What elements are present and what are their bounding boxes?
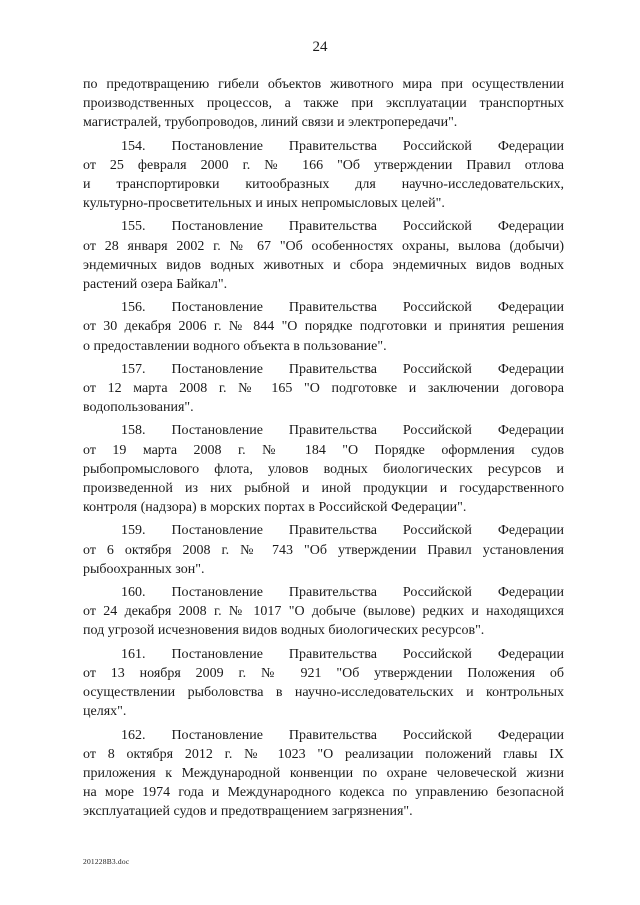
text-line: растений озера Байкал".	[83, 277, 228, 293]
text-line: 160. Постановление Правительства Российской Федерации	[121, 585, 564, 601]
list-item-162	[83, 726, 564, 822]
text-line: 155. Постановление Правительства Российской Федерации	[121, 219, 564, 235]
text-line: контроля (надзора) в морских портах в Российской Федерации".	[83, 500, 467, 516]
text-line: от 28 января 2002 г. № 67 "Об особенностях охраны, вылова (добычи)	[83, 238, 564, 254]
list-item-154	[83, 137, 564, 214]
list-item-157	[83, 360, 564, 418]
text-line: произведенной из них рыбной и иной продукции и государственного	[83, 481, 564, 497]
text-line: приложения к Международной конвенции по охране человеческой жизни	[83, 765, 564, 781]
list-item-158	[83, 421, 564, 517]
text-line: 156. Постановление Правительства Российской Федерации	[121, 300, 564, 316]
text-line: эндемичных видов водных животных и сбора эндемичных видов водных	[83, 257, 564, 273]
text-line: на море 1974 года и Международного кодекса по управлению безопасной	[83, 785, 564, 801]
text-line: рыбоохранных зон".	[83, 561, 205, 577]
footer-file-code: 201228B3.doc	[83, 857, 130, 866]
page-number: 24	[312, 39, 328, 55]
document-body	[83, 75, 564, 822]
text-line: 161. Постановление Правительства Российской Федерации	[121, 646, 564, 662]
text-line: от 12 марта 2008 г. № 165 "О подготовке и заключении договора	[83, 381, 564, 397]
text-line: осуществлении рыболовства в научно-исследовательских и контрольных	[83, 685, 564, 701]
list-item-161	[83, 645, 564, 722]
text-line: 157. Постановление Правительства Российской Федерации	[121, 361, 564, 377]
list-item-155	[83, 217, 564, 294]
text-line: магистралей, трубопроводов, линий связи и электропередачи".	[83, 115, 458, 131]
list-item-156	[83, 298, 564, 356]
text-line: водопользования".	[83, 400, 194, 416]
text-line: 158. Постановление Правительства Российской Федерации	[121, 423, 564, 439]
text-line: от 8 октября 2012 г. № 1023 "О реализации положений главы IX	[83, 746, 564, 762]
text-line: от 13 ноября 2009 г. № 921 "Об утверждении Положения об	[83, 665, 564, 681]
text-line: рыбопромыслового флота, уловов водных биологических ресурсов и	[83, 461, 564, 477]
text-line: целях".	[83, 704, 127, 720]
text-line: эксплуатацией судов и предотвращением загрязнения".	[83, 804, 413, 820]
text-line: от 6 октября 2008 г. № 743 "Об утверждении Правил установления	[83, 542, 564, 558]
text-line: и транспортировки китообразных для научно-исследовательских,	[83, 177, 564, 193]
text-line: о предоставлении водного объекта в пользование".	[83, 338, 387, 354]
text-line: от 30 декабря 2006 г. № 844 "О порядке подготовки и принятия решения	[83, 319, 564, 335]
text-line: производственных процессов, а также при эксплуатации транспортных	[83, 96, 564, 112]
paragraph-continuation	[83, 75, 564, 133]
text-line: под угрозой исчезновения видов водных биологических ресурсов".	[83, 623, 485, 639]
list-item-160	[83, 583, 564, 641]
text-line: от 19 марта 2008 г. № 184 "О Порядке оформления судов	[83, 442, 564, 458]
text-line: 159. Постановление Правительства Российской Федерации	[121, 523, 564, 539]
list-item-159	[83, 521, 564, 579]
text-line: по предотвращению гибели объектов животного мира при осуществлении	[83, 77, 564, 92]
text-line: культурно-просветительных и иных непромысловых целей".	[83, 196, 445, 212]
text-line: от 25 февраля 2000 г. № 166 "Об утверждении Правил отлова	[83, 157, 564, 173]
text-line: 162. Постановление Правительства Российской Федерации	[121, 727, 564, 743]
text-line: от 24 декабря 2008 г. № 1017 "О добыче (вылове) редких и находящихся	[83, 604, 564, 620]
text-line: 154. Постановление Правительства Российской Федерации	[121, 138, 564, 154]
